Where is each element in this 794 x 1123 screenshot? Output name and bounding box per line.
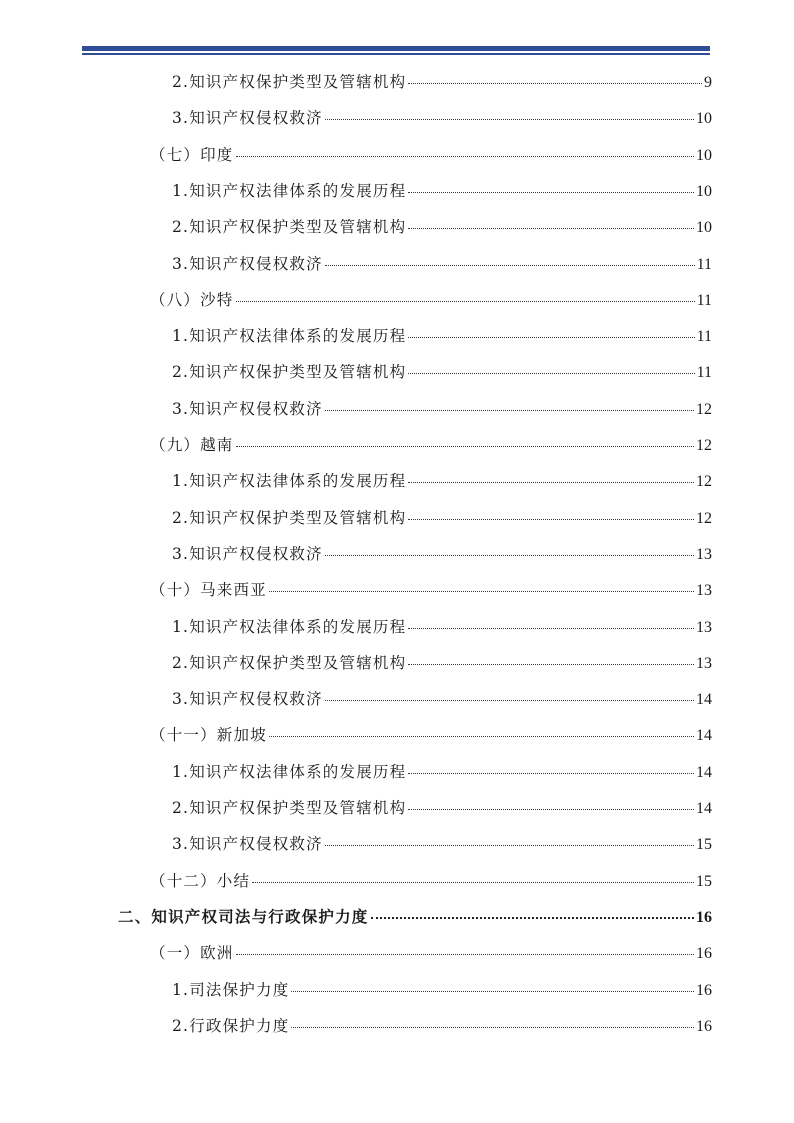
toc-page-number: 12 — [696, 473, 712, 491]
toc-entry[interactable] — [150, 427, 712, 463]
toc-page-number: 15 — [696, 836, 712, 854]
dot-leader — [408, 192, 694, 193]
toc-entry-title: （九）越南 — [150, 436, 234, 454]
toc-entry-title: 1.知识产权法律体系的发展历程 — [172, 617, 407, 636]
toc-entry-title: （七）印度 — [150, 145, 234, 164]
dot-leader — [236, 301, 695, 302]
toc-entry-title: 2.行政保护力度 — [172, 1016, 290, 1035]
toc-entry-title: 2.知识产权保护类型及管辖机构 — [172, 799, 407, 817]
toc-entry[interactable] — [150, 282, 712, 318]
dot-leader — [325, 845, 694, 846]
toc-entry[interactable] — [172, 100, 712, 136]
toc-page-number: 10 — [696, 182, 712, 200]
toc-entry-title: （十）马来西亚 — [150, 581, 267, 600]
dot-leader — [408, 773, 694, 774]
toc-entry[interactable] — [150, 717, 712, 753]
dot-leader — [325, 700, 694, 701]
dot-leader — [408, 83, 702, 84]
dot-leader — [291, 991, 694, 992]
dot-leader — [269, 736, 694, 737]
toc-entry-title: 3.知识产权侵权救济 — [172, 690, 323, 709]
toc-entry[interactable] — [172, 354, 712, 390]
dot-leader — [408, 373, 694, 374]
toc-entry[interactable] — [172, 173, 712, 209]
toc-entry-title: 1.知识产权法律体系的发展历程 — [172, 181, 407, 200]
toc-entry[interactable] — [172, 681, 712, 717]
toc-page-number: 14 — [696, 800, 712, 817]
dot-leader — [325, 410, 694, 411]
toc-entry-title: 3.知识产权侵权救济 — [172, 399, 323, 418]
toc-entry[interactable] — [172, 246, 712, 282]
toc-entry-title: 3.知识产权侵权救济 — [172, 109, 323, 128]
toc-entry-title: 2.知识产权保护类型及管辖机构 — [172, 653, 407, 672]
toc-entry-title: （八）沙特 — [150, 290, 234, 309]
dot-leader — [371, 917, 694, 919]
toc-page-number: 11 — [696, 291, 712, 309]
toc-entry[interactable] — [150, 572, 712, 608]
dot-leader — [325, 265, 695, 266]
header-rule-thick — [82, 46, 710, 51]
toc-entry-title: 2.知识产权保护类型及管辖机构 — [172, 508, 407, 527]
toc-entry[interactable] — [172, 536, 712, 572]
toc-entry[interactable] — [150, 935, 712, 971]
toc-entry[interactable] — [172, 754, 712, 790]
toc-page-number: 16 — [696, 981, 712, 999]
dot-leader — [408, 482, 694, 483]
toc-entry[interactable] — [150, 137, 712, 173]
dot-leader — [252, 882, 694, 883]
dot-leader — [408, 628, 694, 629]
dot-leader — [408, 519, 694, 520]
toc-entry-title: 1.知识产权法律体系的发展历程 — [172, 327, 407, 346]
dot-leader — [408, 337, 694, 338]
dot-leader — [408, 664, 694, 665]
dot-leader — [236, 446, 694, 447]
toc-entry[interactable] — [172, 609, 712, 645]
toc-page-number: 13 — [696, 618, 712, 636]
toc-entry-title: 3.知识产权侵权救济 — [172, 835, 323, 854]
toc-page-number: 10 — [696, 110, 712, 128]
toc-page-number: 13 — [696, 582, 712, 600]
toc-page-number: 13 — [696, 654, 712, 672]
toc-page-number: 16 — [696, 908, 712, 926]
toc-page-number: 11 — [696, 328, 712, 346]
toc-entry-title: 1.知识产权法律体系的发展历程 — [172, 472, 407, 491]
toc-page-number: 10 — [696, 219, 712, 237]
toc-page-number: 9 — [704, 74, 712, 91]
dot-leader — [325, 119, 694, 120]
toc-entry-title: 3.知识产权侵权救济 — [172, 544, 323, 563]
toc-page-number: 15 — [696, 872, 712, 890]
toc-entry-title: 1.知识产权法律体系的发展历程 — [172, 762, 407, 781]
dot-leader — [291, 1027, 694, 1028]
dot-leader — [325, 555, 694, 556]
toc-page-number: 12 — [696, 400, 712, 418]
toc-entry[interactable] — [172, 645, 712, 681]
toc-entry-title: 2.知识产权保护类型及管辖机构 — [172, 363, 407, 382]
toc-page-number: 13 — [696, 545, 712, 563]
header-rule-thin — [82, 53, 710, 55]
dot-leader — [408, 228, 694, 229]
toc-entry-title: （一）欧洲 — [150, 944, 234, 963]
toc-entry[interactable] — [118, 899, 712, 935]
toc-entry[interactable] — [172, 826, 712, 862]
toc-entry-title: 3.知识产权侵权救济 — [172, 254, 323, 273]
toc-entry[interactable] — [172, 500, 712, 536]
dot-leader — [408, 809, 694, 810]
toc-entry-title: 2.知识产权保护类型及管辖机构 — [172, 73, 407, 91]
toc-page-number: 10 — [696, 146, 712, 164]
toc-entry[interactable] — [172, 790, 712, 826]
toc-entry[interactable] — [172, 463, 712, 499]
toc-page-number: 14 — [696, 691, 712, 709]
toc-entry[interactable] — [172, 209, 712, 245]
toc-entry[interactable] — [172, 972, 712, 1008]
toc-page-number: 12 — [696, 509, 712, 527]
toc-entry[interactable] — [172, 318, 712, 354]
toc-entry[interactable] — [172, 1008, 712, 1044]
toc-entry-title: 二、知识产权司法与行政保护力度 — [118, 906, 369, 926]
toc-entry-title: （十二）小结 — [150, 871, 251, 890]
toc-page-number: 12 — [696, 437, 712, 454]
dot-leader — [236, 954, 694, 955]
toc-page-number: 14 — [696, 727, 712, 745]
toc-entry[interactable] — [172, 391, 712, 427]
toc-entry-title: （十一）新加坡 — [150, 726, 267, 745]
dot-leader — [269, 591, 694, 592]
toc-entry-title: 2.知识产权保护类型及管辖机构 — [172, 218, 407, 237]
toc-page-number: 11 — [696, 364, 712, 382]
dot-leader — [236, 156, 694, 157]
toc-page-number: 16 — [696, 1017, 712, 1035]
toc-page-number: 14 — [696, 763, 712, 781]
toc-entry[interactable] — [150, 863, 712, 899]
toc-entry[interactable] — [172, 64, 712, 100]
toc-page-number: 16 — [696, 945, 712, 963]
toc-entry-title: 1.司法保护力度 — [172, 980, 290, 999]
toc-page-number: 11 — [696, 255, 712, 273]
